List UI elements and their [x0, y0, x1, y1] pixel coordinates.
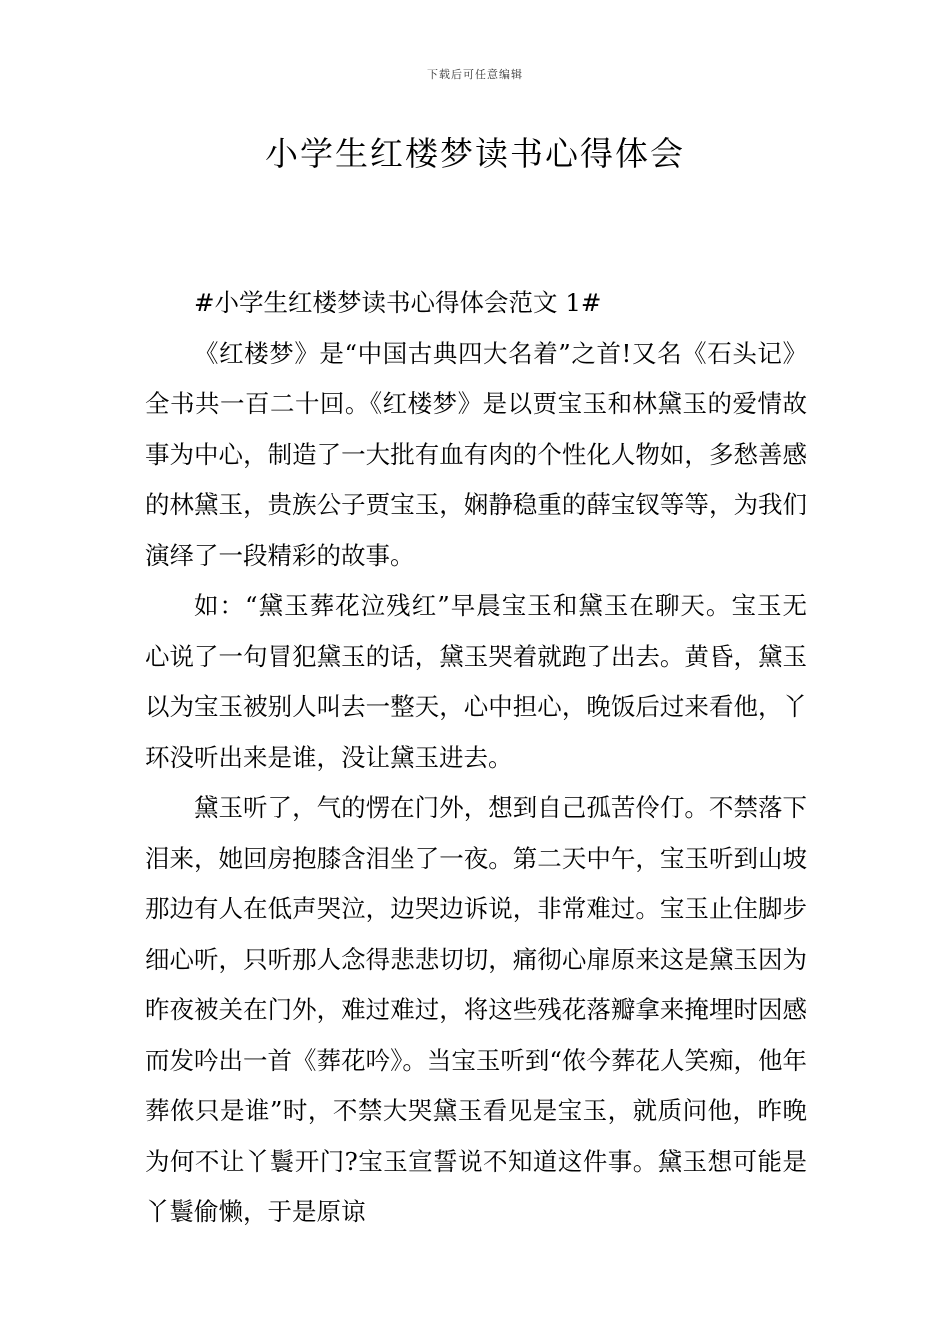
page-header-note: 下载后可任意编辑 — [427, 68, 523, 81]
document-title: 小学生红楼梦读书心得体会 — [265, 134, 685, 173]
document-body — [145, 278, 807, 1238]
paragraph-3: 黛玉听了，气的愣在门外，想到自己孤苦伶仃。不禁落下泪来，她回房抱膝含泪坐了一夜。第二天中午，宝玉听到山坡那边有人在低声哭泣，边哭边诉说，非常难过。宝玉止住脚步细心听，只听那人念得悲悲切切，痛彻心扉原来这是黛玉因为昨夜被关在门外，难过难过，将这些残花落瓣拿来掩埋时因感而发吟出一首《葬花吟》。当宝玉听到“侬今葬花人笑痴，他年葬侬只是谁”时，不禁大哭黛玉看见是宝玉，就质问他，昨晚为何不让丫鬟开门?宝玉宣誓说不知道这件事。黛玉想可能是丫鬟偷懒，于是原谅 — [145, 793, 807, 1226]
paragraph-1: 《红楼梦》是“中国古典四大名着”之首!又名《石头记》全书共一百二十回。《红楼梦》是以贾宝玉和林黛玉的爱情故事为中心，制造了一大批有血有肉的个性化人物如，多愁善感的林黛玉，贵族公子贾宝玉，娴静稳重的薛宝钗等等，为我们演绎了一段精彩的故事。 — [145, 338, 807, 570]
paragraph-2: 如：“黛玉葬花泣残红”早晨宝玉和黛玉在聊天。宝玉无心说了一句冒犯黛玉的话，黛玉哭着就跑了出去。黄昏，黛玉以为宝玉被别人叫去一整天，心中担心，晚饭后过来看他，丫环没听出来是谁，没让黛玉进去。 — [145, 591, 807, 772]
section-heading: #小学生红楼梦读书心得体会范文 1# — [194, 288, 602, 317]
